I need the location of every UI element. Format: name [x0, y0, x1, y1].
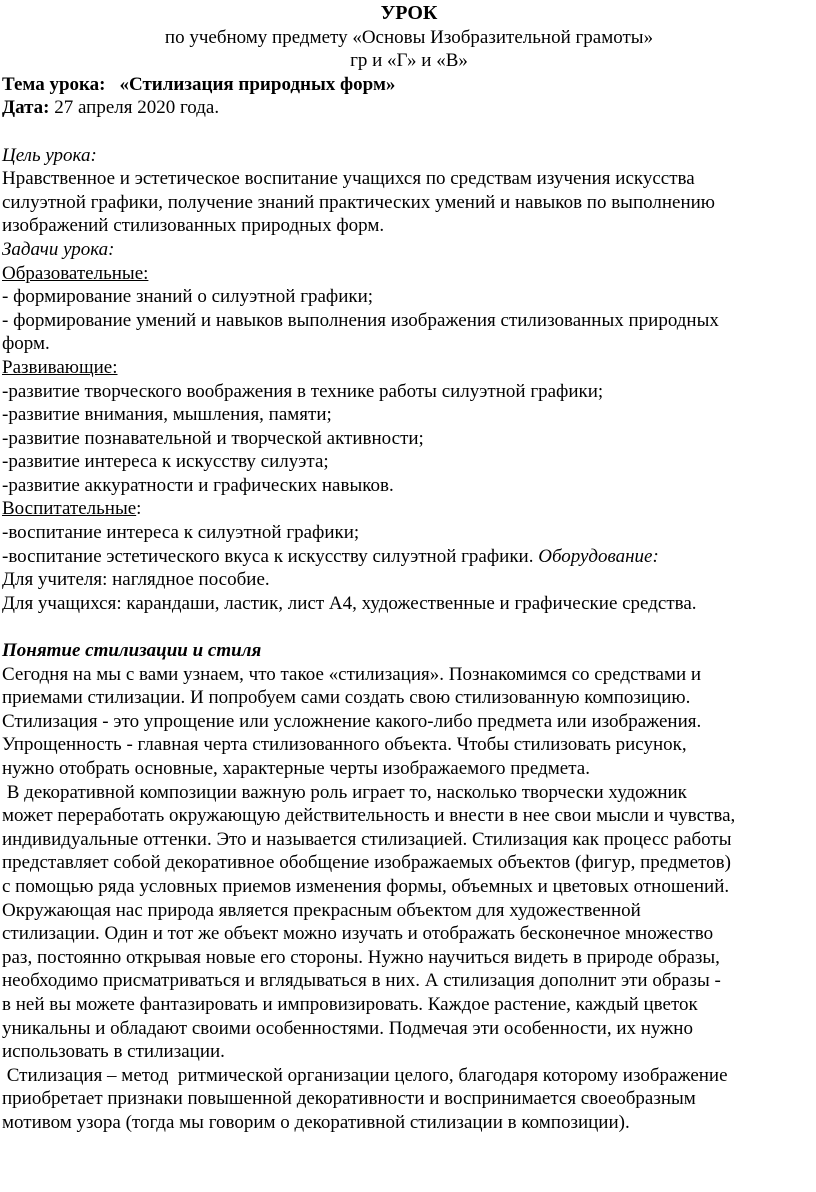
topic-label: Тема урока:: [2, 73, 106, 95]
topic-value: «Стилизация природных форм»: [119, 73, 396, 95]
paragraph-line: уникальны и обладают своими особенностями. Подмечая эти особенности, их нужно: [2, 1017, 693, 1039]
goal-text-line: изображений стилизованных природных форм.: [2, 215, 385, 237]
topic-line: [2, 73, 816, 97]
date-label: Дата:: [2, 97, 50, 119]
paragraph-line: нужно отобрать основные, характерные черты изображаемого предмета.: [2, 758, 590, 779]
groups-line: гр и «Г» и «В»: [350, 50, 468, 72]
paragraph-line: использовать в стилизации.: [2, 1041, 225, 1063]
spacer: [2, 120, 816, 144]
paragraph-line: стилизации. Один и тот же объект можно изучать и отображать бесконечное множество: [2, 923, 714, 945]
tasks-label: Задачи урока:: [2, 238, 115, 260]
educational-label: Образовательные:: [2, 262, 149, 284]
date-value: 27 апреля 2020 года.: [49, 97, 220, 119]
task-item: - формирование знаний о силуэтной графики;: [2, 286, 374, 308]
equipment-teacher: Для учителя: наглядное пособие.: [2, 569, 270, 591]
document-title: УРОК: [380, 2, 438, 24]
paragraph-line: раз, постоянно открывая новые его стороны. Нужно научиться видеть в природе образы,: [2, 946, 720, 968]
date-line: [2, 96, 816, 120]
equipment-label: Оборудование:: [538, 545, 659, 567]
subject-line: по учебному предмету «Основы Изобразительной грамоты»: [164, 26, 654, 48]
task-item: [2, 545, 816, 569]
goal-text-line: Нравственное и эстетическое воспитание учащихся по средствам изучения искусства: [2, 168, 695, 190]
paragraph-line: приобретает признаки повышенной декоративности и воспринимается своеобразным: [2, 1088, 696, 1110]
task-item: -развитие аккуратности и графических навыков.: [2, 474, 394, 496]
paragraph-line: Сегодня на мы с вами узнаем, что такое «стилизация». Познакомимся со средствами и: [2, 663, 702, 685]
developing-label: Развивающие:: [2, 356, 118, 378]
task-item-text: -воспитание эстетического вкуса к искусству силуэтной графики.: [2, 545, 539, 567]
paragraph-line: В декоративной композиции важную роль играет то, насколько творчески художник: [2, 781, 687, 803]
upbringing-colon: :: [136, 498, 142, 520]
task-item: -развитие познавательной и творческой активности;: [2, 427, 424, 449]
goal-text-line: силуэтной графики, получение знаний практических умений и навыков по выполнению: [2, 191, 715, 213]
task-item: -развитие внимания, мышления, памяти;: [2, 404, 332, 426]
paragraph-line: необходимо присматриваться и вглядываться в них. А стилизация дополнит эти образы -: [2, 970, 721, 992]
paragraph-line: представляет собой декоративное обобщение изображаемых объектов (фигур, предметов): [2, 852, 731, 874]
paragraph-line: Стилизация – метод ритмической организации целого, благодаря которому изображение: [2, 1064, 728, 1086]
paragraph-line: приемами стилизации. И попробуем сами создать свою стилизованную композицию.: [2, 687, 691, 709]
section-heading: Понятие стилизации и стиля: [2, 640, 262, 662]
task-item: форм.: [2, 333, 50, 355]
task-item: -развитие интереса к искусству силуэта;: [2, 451, 329, 473]
paragraph-line: Упрощенность - главная черта стилизованного объекта. Чтобы стилизовать рисунок,: [2, 734, 687, 756]
upbringing-label: Воспитательные: [2, 498, 137, 520]
task-item: -воспитание интереса к силуэтной графики;: [2, 522, 360, 544]
paragraph-line: с помощью ряда условных приемов изменения формы, объемных и цветовых отношений.: [2, 875, 730, 897]
paragraph-line: индивидуальные оттенки. Это и называется стилизацией. Стилизация как процесс работы: [2, 828, 732, 850]
paragraph-line: Стилизация - это упрощение или усложнение какого-либо предмета или изображения.: [2, 710, 702, 732]
goal-label: Цель урока:: [2, 144, 97, 166]
paragraph-line: Окружающая нас природа является прекрасным объектом для художественной: [2, 899, 641, 921]
equipment-students: Для учащихся: карандаши, ластик, лист А4, художественные и графические средства.: [2, 592, 697, 614]
paragraph-line: мотивом узора (тогда мы говорим о декоративной стилизации в композиции).: [2, 1111, 630, 1133]
paragraph-line: в ней вы можете фантазировать и импровизировать. Каждое растение, каждый цветок: [2, 993, 698, 1015]
paragraph-line: может переработать окружающую действительность и внести в нее свои мысли и чувства,: [2, 805, 736, 827]
spacer: [2, 615, 816, 639]
task-item: - формирование умений и навыков выполнения изображения стилизованных природных: [2, 309, 719, 331]
task-item: -развитие творческого воображения в технике работы силуэтной графики;: [2, 380, 604, 402]
